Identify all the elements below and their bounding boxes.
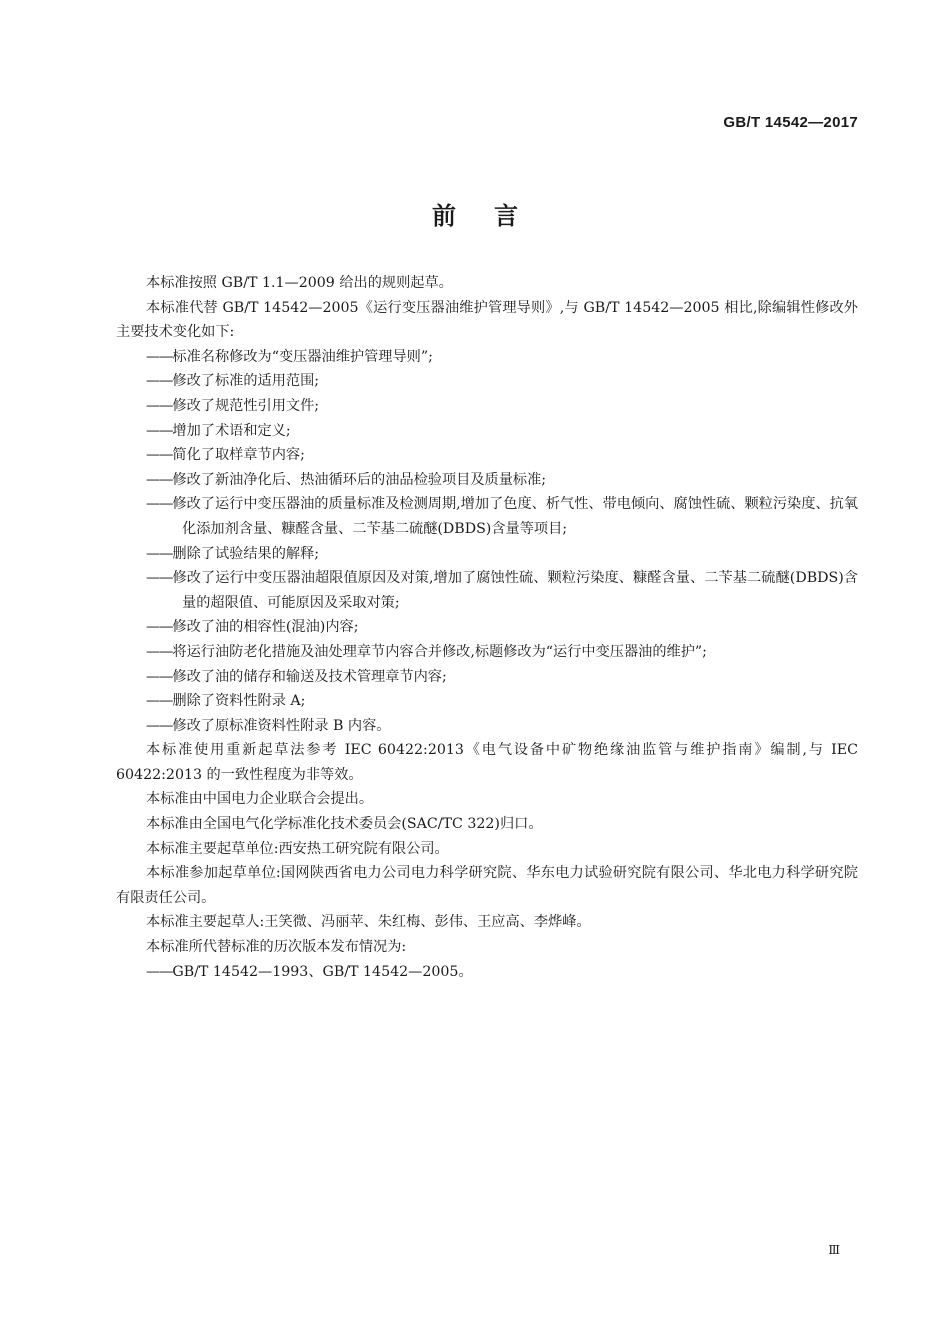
change-item-text: 简化了取样章节内容; bbox=[172, 447, 305, 464]
closing-paragraph: 本标准由全国电气化学标准化技术委员会(SAC/TC 322)归口。 bbox=[146, 816, 543, 833]
change-item bbox=[116, 345, 858, 370]
dash-marker: —— bbox=[146, 668, 173, 685]
change-item bbox=[116, 665, 858, 690]
change-item-text: 修改了规范性引用文件; bbox=[172, 397, 320, 414]
dash-marker: —— bbox=[146, 496, 173, 513]
change-item-text: 标准名称修改为“变压器油维护管理导则”; bbox=[172, 348, 433, 365]
change-item-text: 修改了运行中变压器油的质量标准及检测周期,增加了色度、析气性、带电倾向、腐蚀性硫、颗粒污染度、抗氧化添加剂含量、糠醛含量、二苄基二硫醚(DBDS)含量等项目; bbox=[172, 496, 858, 537]
change-item-text: 将运行油防老化措施及油处理章节内容合并修改,标题修改为“运行中变压器油的维护”; bbox=[172, 643, 707, 660]
dash-marker: —— bbox=[146, 693, 173, 710]
history-item bbox=[116, 960, 858, 985]
change-item bbox=[116, 542, 858, 567]
change-item-text: 增加了术语和定义; bbox=[172, 422, 291, 439]
change-item-text: 修改了运行中变压器油超限值原因及对策,增加了腐蚀性硫、颗粒污染度、糠醛含量、二苄基二硫醚(DBDS)含量的超限值、可能原因及采取对策; bbox=[172, 570, 858, 611]
change-item bbox=[116, 492, 858, 541]
preface-body bbox=[116, 271, 858, 984]
change-item-text: 修改了新油净化后、热油循环后的油品检验项目及质量标准; bbox=[172, 471, 547, 488]
dash-marker: —— bbox=[146, 447, 173, 464]
change-item bbox=[116, 640, 858, 665]
closing-paragraph: 本标准使用重新起草法参考 IEC 60422:2013《电气设备中矿物绝缘油监管与维护指南》编制,与 IEC 60422:2013 的一致性程度为非等效。 bbox=[116, 742, 858, 783]
page-title: 前言 bbox=[432, 202, 556, 230]
change-item-text: 修改了标准的适用范围; bbox=[172, 373, 320, 390]
closing-paragraph: 本标准参加起草单位:国网陕西省电力公司电力科学研究院、华东电力试验研究院有限公司、华北电力科学研究院有限责任公司。 bbox=[116, 865, 858, 906]
change-item bbox=[116, 419, 858, 444]
change-item-text: 修改了原标准资料性附录 B 内容。 bbox=[172, 717, 391, 734]
dash-marker: —— bbox=[146, 545, 173, 562]
change-item-text: 删除了试验结果的解释; bbox=[172, 545, 320, 562]
change-item bbox=[116, 443, 858, 468]
change-item bbox=[116, 394, 858, 419]
closing-paragraph: 本标准所代替标准的历次版本发布情况为: bbox=[146, 939, 407, 956]
page-number: Ⅲ bbox=[828, 1243, 840, 1257]
change-item bbox=[116, 615, 858, 640]
dash-marker: —— bbox=[146, 348, 173, 365]
history-text: GB/T 14542—1993、GB/T 14542—2005。 bbox=[172, 963, 473, 980]
standard-number: GB/T 14542—2017 bbox=[723, 114, 858, 131]
change-item-text: 修改了油的相容性(混油)内容; bbox=[172, 619, 359, 636]
closing-paragraph: 本标准主要起草单位:西安热工研究院有限公司。 bbox=[146, 840, 449, 857]
dash-marker: —— bbox=[146, 963, 173, 980]
change-item-text: 删除了资料性附录 A; bbox=[172, 693, 306, 710]
dash-marker: —— bbox=[146, 570, 173, 587]
dash-marker: —— bbox=[146, 397, 173, 414]
dash-marker: —— bbox=[146, 619, 173, 636]
intro-paragraph: 本标准代替 GB/T 14542—2005《运行变压器油维护管理导则》,与 GB/T 14542—2005 相比,除编辑性修改外主要技术变化如下: bbox=[116, 299, 858, 341]
change-item bbox=[116, 714, 858, 739]
closing-paragraph: 本标准主要起草人:王笑微、冯丽苹、朱红梅、彭伟、王应高、李烨峰。 bbox=[146, 914, 591, 931]
dash-marker: —— bbox=[146, 422, 173, 439]
dash-marker: —— bbox=[146, 717, 173, 734]
closing-paragraph: 本标准由中国电力企业联合会提出。 bbox=[146, 791, 374, 808]
dash-marker: —— bbox=[146, 373, 173, 390]
intro-paragraph: 本标准按照 GB/T 1.1—2009 给出的规则起草。 bbox=[146, 275, 453, 291]
change-item bbox=[116, 369, 858, 394]
change-item-text: 修改了油的储存和输送及技术管理章节内容; bbox=[172, 668, 447, 685]
change-item bbox=[116, 468, 858, 493]
change-item bbox=[116, 689, 858, 714]
dash-marker: —— bbox=[146, 643, 173, 660]
change-item bbox=[116, 566, 858, 615]
dash-marker: —— bbox=[146, 471, 173, 488]
